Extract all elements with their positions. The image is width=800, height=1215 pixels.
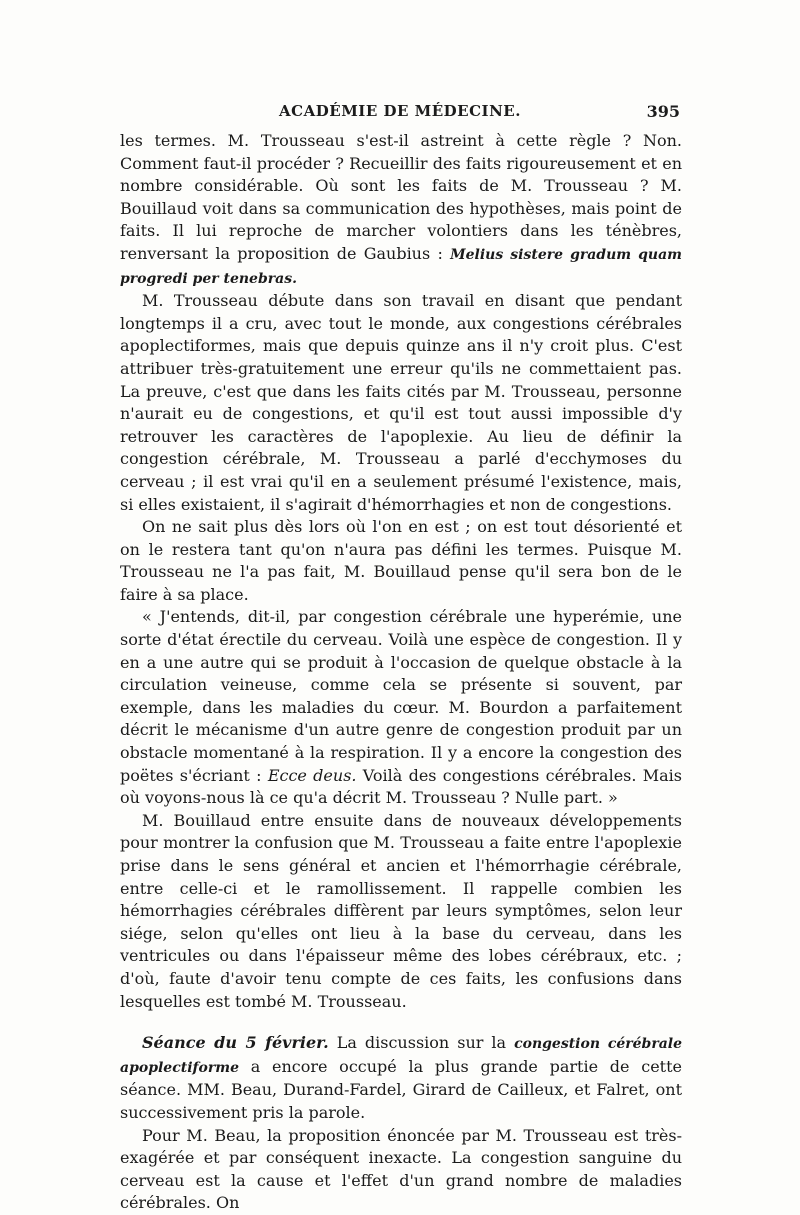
paragraph-3: On ne sait plus dès lors où l'on en est ; on est tout désorienté et on le restera tant qu'on n'aura pas défini les termes. Puisque M. Trousseau ne l'a pas fait, M. Bouillaud pense qu'il sera bon de le faire à sa place. bbox=[120, 517, 682, 604]
paragraph-5: M. Bouillaud entre ensuite dans de nouveaux développements pour montrer la confusion que M. Trousseau a faite entre l'apoplexie prise dans le sens général et ancien et l'hémorrhagie cérébrale, entre celle-ci et le ramollissement. Il rappelle combien les hémorrhagies cérébrales diffèrent par leurs symptômes, selon leur siége, selon qu'elles ont lieu à la base du cerveau, dans les ventricules ou dans l'épaisseur même des lobes cérébraux, etc. ; d'où, faute d'avoir tenu compte de ces faits, les confusions dans lesquelles est tombé M. Trousseau. bbox=[120, 810, 682, 1011]
paragraph-4-text-a: « J'entends, dit-il, par congestion cérébrale une hyperémie, une sorte d'état érectile du cerveau. Voilà une espèce de congestion. Il y en a une autre qui se produit à l'occasion de quelque obstacle à la circulation veineuse, comme cela se présente si souvent, par exemple, dans les maladies du cœur. M. Bourdon a parfaitement décrit le mécanisme d'un autre genre de congestion produit par un obstacle momentané à la respiration. Il y a encore la congestion des poëtes s'écriant : bbox=[120, 607, 682, 785]
paragraph-6-text-a: La discussion sur la bbox=[328, 1033, 515, 1053]
paragraph-4-text-b: Voilà des congestions cérébrales. Mais où voyons-nous là ce qu'a décrit M. Trousseau ? Nulle part. » bbox=[120, 765, 683, 808]
running-title: ACADÉMIE DE MÉDECINE. bbox=[279, 102, 521, 120]
running-head bbox=[120, 102, 680, 124]
latin-exclamation: Ecce deus. bbox=[267, 765, 357, 785]
paragraph-1 bbox=[120, 130, 682, 290]
latin-quotation: Melius sistere gradum quam progredi per tenebras. bbox=[120, 246, 682, 287]
session-date-heading: Séance du 5 février. bbox=[142, 1033, 329, 1053]
body-text bbox=[120, 130, 682, 1215]
paragraph-7: Pour M. Beau, la proposition énoncée par M. Trousseau est très-exagérée et par conséquent inexacte. La congestion sanguine du cerveau est la cause et l'effet d'un grand nombre de maladies cérébrales. On bbox=[120, 1125, 682, 1213]
page-number: 395 bbox=[646, 102, 680, 121]
paragraph-1-text: les termes. M. Trousseau s'est-il astreint à cette règle ? Non. Comment faut-il procéder ? Recueillir des faits rigoureusement et en nombre considérable. Où sont les faits de M. Trousseau ? M. Bouillaud voit dans sa communication des hypothèses, mais point de faits. Il lui reproche de marcher volontiers dans les ténèbres, renversant la proposition de Gaubius : bbox=[120, 131, 682, 263]
discussion-topic: congestion cérébrale apoplectiforme bbox=[120, 1036, 682, 1076]
paragraph-6-text-b: a encore occupé la plus grande partie de cette séance. MM. Beau, Durand-Fardel, Girard de Cailleux, et Falret, ont successivement pris la parole. bbox=[120, 1056, 682, 1122]
paragraph-6 bbox=[120, 1032, 682, 1124]
paragraph-2: M. Trousseau débute dans son travail en disant que pendant longtemps il a cru, avec tout le monde, aux congestions cérébrales apoplectiformes, mais que depuis quinze ans il n'y croit plus. C'est attribuer très-gratuitement une erreur qu'ils ne commettaient pas. La preuve, c'est que dans les faits cités par M. Trousseau, personne n'aurait eu de congestions, et qu'il est tout aussi impossible d'y retrouver les caractères de l'apoplexie. Au lieu de définir la congestion cérébrale, M. Trousseau a parlé d'ecchymoses du cerveau ; il est vrai qu'il en a seulement présumé l'existence, mais, si elles existaient, il s'agirait d'hémorrhagies et non de congestions. bbox=[120, 291, 682, 514]
paragraph-4 bbox=[120, 606, 682, 809]
